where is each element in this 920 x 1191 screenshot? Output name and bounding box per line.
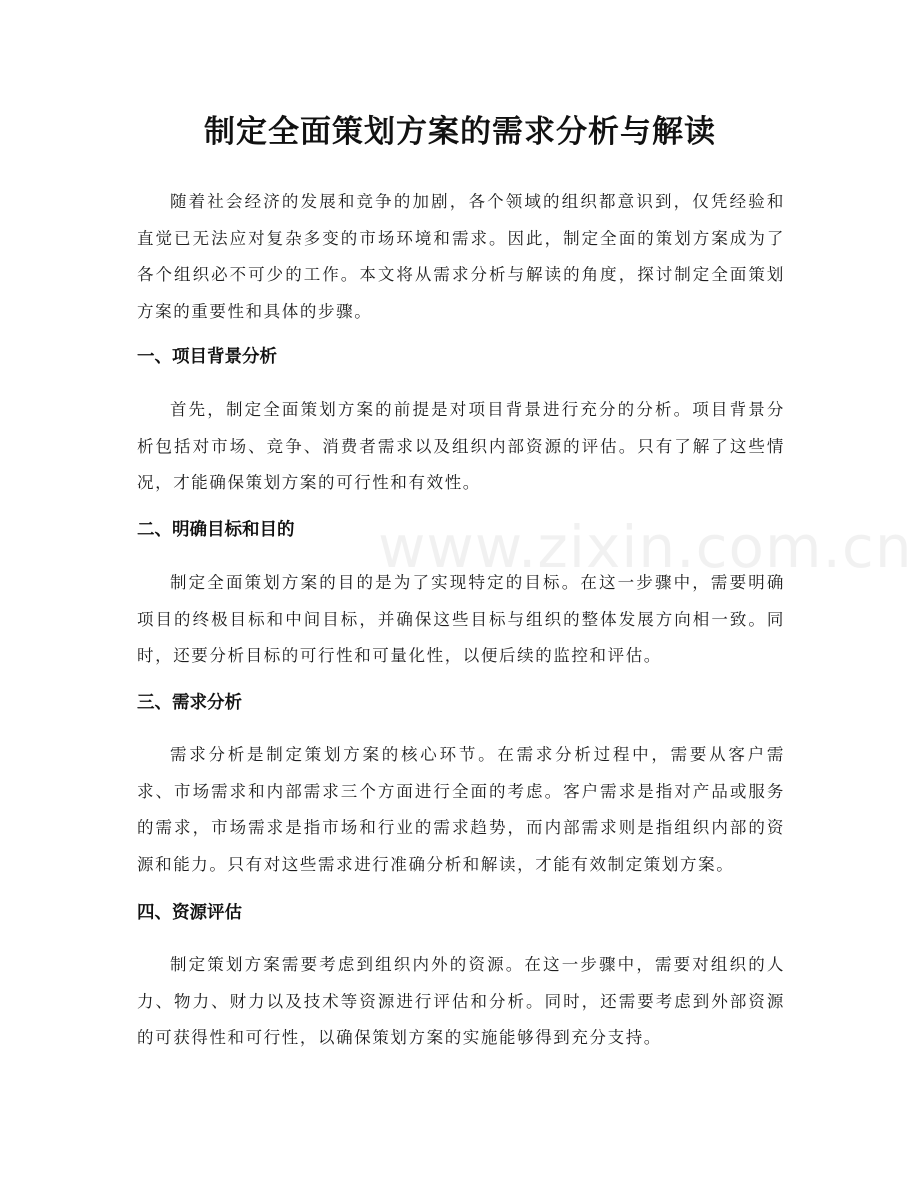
section-heading: 四、资源评估 — [137, 903, 242, 923]
section-heading: 一、项目背景分析 — [137, 347, 277, 367]
section-heading: 二、明确目标和目的 — [137, 520, 295, 540]
section-paragraph: 需求分析是制定策划方案的核心环节。在需求分析过程中，需要从客户需求、市场需求和内部需求三个方面进行全面的考虑。客户需求是指对产品或服务的需求，市场需求是指市场和行业的需求趋势，而内部需求则是指组织内部的资源和能力。只有对这些需求进行准确分析和解读，才能有效制定策划方案。 — [137, 745, 785, 874]
watermark: www.zixin.com.cn — [378, 513, 913, 581]
section-paragraph: 制定策划方案需要考虑到组织内外的资源。在这一步骤中，需要对组织的人力、物力、财力以及技术等资源进行评估和分析。同时，还需要考虑到外部资源的可获得性和可行性，以确保策划方案的实施能够得到充分支持。 — [137, 955, 785, 1047]
section-heading: 三、需求分析 — [137, 693, 242, 713]
section-paragraph: 首先，制定全面策划方案的前提是对项目背景进行充分的分析。项目背景分析包括对市场、竞争、消费者需求以及组织内部资源的评估。只有了解了这些情况，才能确保策划方案的可行性和有效性。 — [137, 400, 785, 492]
section-paragraph: 制定全面策划方案的目的是为了实现特定的目标。在这一步骤中，需要明确项目的终极目标和中间目标，并确保这些目标与组织的整体发展方向相一致。同时，还要分析目标的可行性和可量化性，以便后续的监控和评估。 — [137, 573, 785, 665]
document-title: 制定全面策划方案的需求分析与解读 — [204, 114, 716, 150]
intro-paragraph: 随着社会经济的发展和竞争的加剧，各个领域的组织都意识到，仅凭经验和直觉已无法应对复杂多变的市场环境和需求。因此，制定全面的策划方案成为了各个组织必不可少的工作。本文将从需求分析与解读的角度，探讨制定全面策划方案的重要性和具体的步骤。 — [137, 192, 785, 321]
